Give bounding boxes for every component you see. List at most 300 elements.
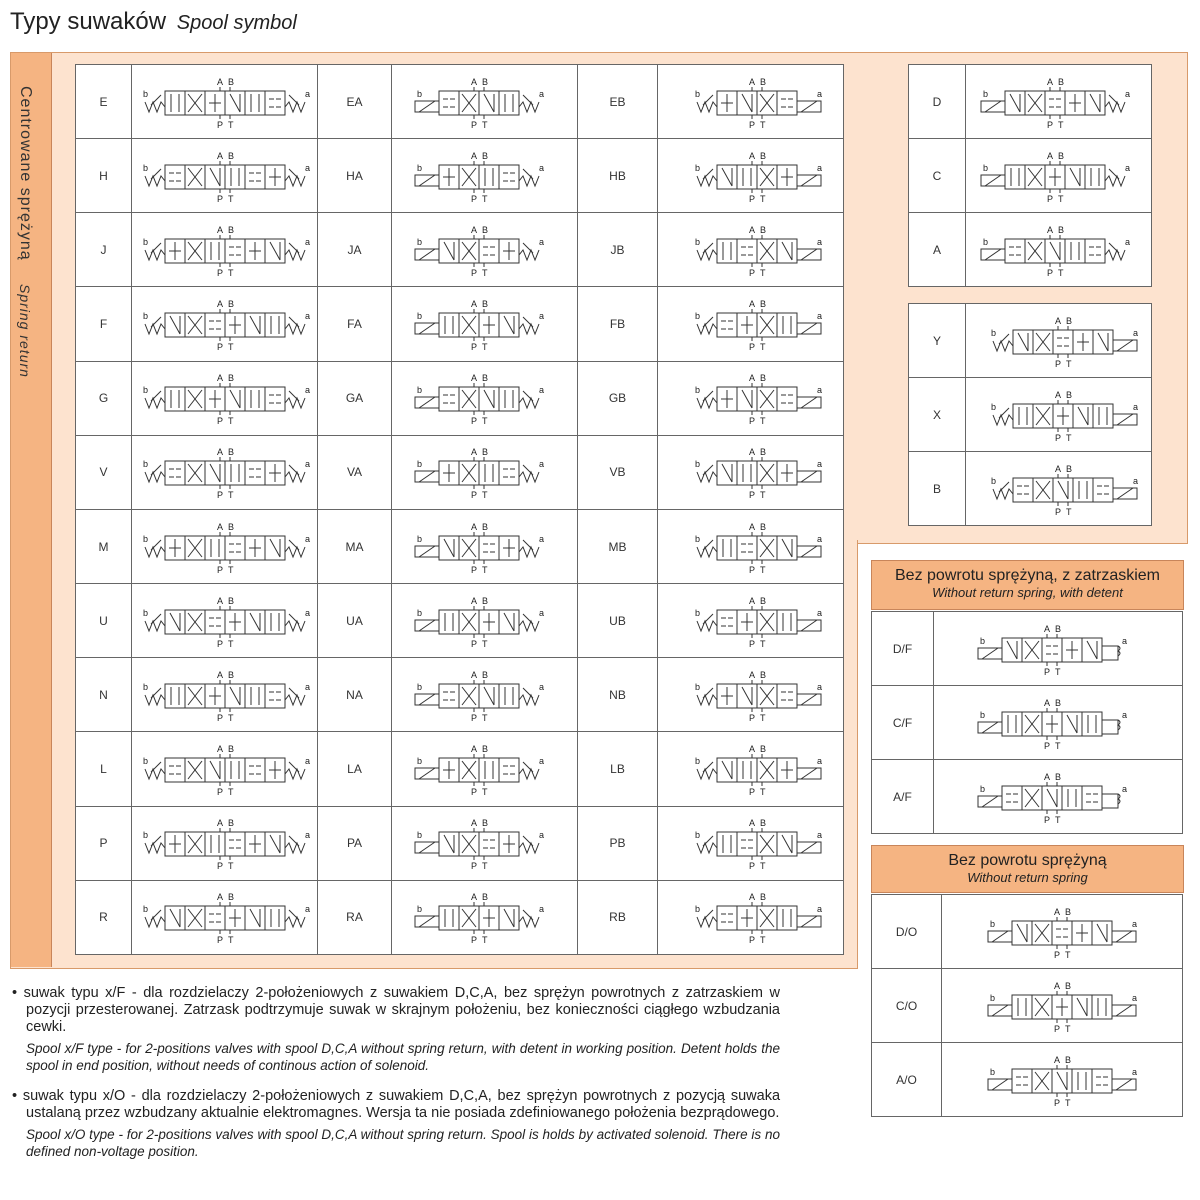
- spool-code: UA: [318, 584, 392, 658]
- svg-text:A: A: [1054, 1054, 1061, 1065]
- svg-text:a: a: [1132, 918, 1138, 929]
- svg-text:a: a: [816, 904, 822, 915]
- side-label-en: Spring return: [17, 284, 33, 379]
- svg-text:A: A: [216, 373, 223, 384]
- side-label: [16, 86, 34, 378]
- svg-text:a: a: [538, 236, 544, 247]
- svg-text:P: P: [1054, 506, 1061, 517]
- svg-text:A: A: [470, 892, 477, 903]
- side-label-pl: Centrowane sprężyną: [17, 86, 34, 261]
- svg-text:a: a: [304, 904, 310, 915]
- svg-text:P: P: [216, 935, 223, 946]
- svg-text:A: A: [216, 447, 223, 458]
- svg-text:A: A: [1054, 980, 1061, 991]
- svg-text:P: P: [748, 416, 755, 427]
- spool-code: D/O: [872, 895, 942, 969]
- spool-code: C/O: [872, 969, 942, 1043]
- svg-text:B: B: [227, 299, 234, 310]
- spool-code: C: [909, 139, 966, 213]
- spool-code: UB: [578, 584, 658, 658]
- spool-code: G: [76, 361, 132, 435]
- spool-grid-spring-return: [75, 64, 844, 955]
- svg-text:B: B: [759, 150, 766, 161]
- svg-text:b: b: [416, 830, 422, 841]
- svg-text:T: T: [227, 712, 233, 723]
- svg-text:P: P: [1054, 432, 1061, 443]
- svg-text:a: a: [304, 830, 310, 841]
- svg-text:a: a: [538, 607, 544, 618]
- svg-text:A: A: [748, 224, 755, 235]
- spool-row: [872, 612, 1183, 686]
- svg-text:A: A: [748, 595, 755, 606]
- svg-text:B: B: [759, 76, 766, 87]
- spool-symbol: [966, 213, 1152, 287]
- svg-text:P: P: [470, 119, 477, 130]
- spool-code: FB: [578, 287, 658, 361]
- svg-text:T: T: [759, 786, 765, 797]
- spool-code: F: [76, 287, 132, 361]
- svg-text:a: a: [1124, 88, 1130, 99]
- spool-symbol: [942, 969, 1183, 1043]
- svg-text:A: A: [748, 447, 755, 458]
- spool-code: NB: [578, 658, 658, 732]
- svg-text:B: B: [1055, 623, 1062, 634]
- spool-symbol: [966, 452, 1152, 526]
- svg-text:T: T: [227, 193, 233, 204]
- spool-symbol: [658, 65, 844, 139]
- svg-text:a: a: [304, 385, 310, 396]
- svg-text:A: A: [748, 669, 755, 680]
- spool-row: [76, 361, 844, 435]
- svg-text:b: b: [694, 904, 700, 915]
- spool-row: [872, 686, 1183, 760]
- svg-text:P: P: [470, 416, 477, 427]
- svg-text:P: P: [748, 638, 755, 649]
- svg-text:T: T: [227, 119, 233, 130]
- svg-text:a: a: [538, 830, 544, 841]
- svg-text:P: P: [748, 861, 755, 872]
- note-2-pl: • suwak typu x/O - dla rozdzielaczy 2-położeniowych z suwakiem D,C,A, bez sprężyn powrotnych z pozycją suwaka ustalaną przez wzbudzany aktualnie elektromagnes. Wersja ta nie posiada zdefiniowanego położenia bezprądowego.: [12, 1088, 781, 1121]
- spool-row: [76, 287, 844, 361]
- svg-text:A: A: [1054, 315, 1061, 326]
- svg-text:B: B: [1057, 150, 1064, 161]
- svg-text:B: B: [481, 595, 488, 606]
- svg-text:T: T: [759, 490, 765, 501]
- svg-text:b: b: [142, 533, 148, 544]
- svg-text:T: T: [1065, 432, 1071, 443]
- svg-text:b: b: [990, 1066, 996, 1077]
- spool-symbol: [132, 584, 318, 658]
- svg-text:b: b: [416, 607, 422, 618]
- svg-text:A: A: [748, 150, 755, 161]
- svg-text:A: A: [748, 892, 755, 903]
- svg-text:T: T: [227, 638, 233, 649]
- svg-text:A: A: [216, 224, 223, 235]
- svg-text:T: T: [481, 861, 487, 872]
- spool-grid-noreturn: [871, 894, 1183, 1117]
- svg-text:a: a: [1132, 327, 1138, 338]
- spool-row: [909, 213, 1152, 287]
- spool-code: HB: [578, 139, 658, 213]
- svg-text:T: T: [759, 193, 765, 204]
- svg-text:P: P: [216, 786, 223, 797]
- spool-symbol: [658, 287, 844, 361]
- svg-text:B: B: [1057, 76, 1064, 87]
- svg-text:P: P: [470, 564, 477, 575]
- svg-text:a: a: [1122, 635, 1128, 646]
- spool-code: C/F: [872, 686, 934, 760]
- svg-text:B: B: [481, 447, 488, 458]
- svg-text:A: A: [1044, 697, 1051, 708]
- detent-title: Bez powrotu sprężyną, z zatrzaskiem: [895, 567, 1160, 584]
- svg-text:A: A: [748, 373, 755, 384]
- svg-text:b: b: [990, 327, 996, 338]
- spool-symbol: [658, 509, 844, 583]
- svg-text:b: b: [142, 88, 148, 99]
- svg-text:B: B: [227, 76, 234, 87]
- spool-code: JB: [578, 213, 658, 287]
- spool-code: FA: [318, 287, 392, 361]
- svg-text:P: P: [470, 638, 477, 649]
- svg-text:A: A: [216, 892, 223, 903]
- svg-text:A: A: [470, 150, 477, 161]
- spool-symbol: [658, 806, 844, 880]
- svg-text:b: b: [142, 681, 148, 692]
- svg-text:b: b: [142, 162, 148, 173]
- svg-text:a: a: [1124, 236, 1130, 247]
- svg-text:T: T: [227, 861, 233, 872]
- svg-text:T: T: [1057, 119, 1063, 130]
- svg-text:b: b: [142, 607, 148, 618]
- svg-text:B: B: [759, 447, 766, 458]
- svg-text:T: T: [759, 564, 765, 575]
- spool-symbol: [392, 658, 578, 732]
- detent-header: [871, 560, 1184, 610]
- svg-text:A: A: [216, 669, 223, 680]
- spool-row: [872, 1043, 1183, 1117]
- spool-symbol: [392, 509, 578, 583]
- spool-grid-d-c-a: [908, 64, 1152, 287]
- svg-text:b: b: [694, 459, 700, 470]
- svg-text:b: b: [694, 533, 700, 544]
- title-main: Typy suwaków: [10, 8, 167, 35]
- svg-text:T: T: [759, 935, 765, 946]
- svg-text:a: a: [1132, 475, 1138, 486]
- svg-text:b: b: [694, 162, 700, 173]
- svg-text:T: T: [1065, 506, 1071, 517]
- svg-text:a: a: [816, 830, 822, 841]
- svg-text:a: a: [538, 533, 544, 544]
- svg-text:A: A: [470, 76, 477, 87]
- svg-text:A: A: [216, 818, 223, 829]
- svg-text:a: a: [816, 459, 822, 470]
- spool-code: MB: [578, 509, 658, 583]
- spool-code: D/F: [872, 612, 934, 686]
- svg-text:T: T: [481, 490, 487, 501]
- svg-text:a: a: [816, 533, 822, 544]
- svg-text:A: A: [470, 595, 477, 606]
- spool-row: [909, 65, 1152, 139]
- note-1-pl: • suwak typu x/F - dla rozdzielaczy 2-położeniowych z suwakiem D,C,A, bez sprężyn powrotnych z zatrzaskiem w pozycji przesterowanej. Zatrzask podtrzymuje suwak w skrajnym położeniu, bez konieczności ciągłego wzbudzania cewki.: [12, 985, 780, 1035]
- spool-symbol: [392, 213, 578, 287]
- svg-text:A: A: [216, 743, 223, 754]
- spool-code: J: [76, 213, 132, 287]
- svg-text:A: A: [216, 595, 223, 606]
- spool-row: [872, 760, 1183, 834]
- svg-text:B: B: [227, 150, 234, 161]
- svg-text:A: A: [1046, 150, 1053, 161]
- spool-code: M: [76, 509, 132, 583]
- spool-code: EA: [318, 65, 392, 139]
- svg-text:A: A: [470, 743, 477, 754]
- svg-text:b: b: [416, 385, 422, 396]
- svg-text:B: B: [759, 373, 766, 384]
- svg-text:b: b: [416, 162, 422, 173]
- svg-text:B: B: [481, 373, 488, 384]
- svg-text:P: P: [748, 342, 755, 353]
- svg-text:a: a: [816, 162, 822, 173]
- svg-text:b: b: [142, 385, 148, 396]
- spool-symbol: [658, 732, 844, 806]
- svg-text:B: B: [481, 892, 488, 903]
- svg-text:T: T: [481, 564, 487, 575]
- spool-code: E: [76, 65, 132, 139]
- spool-symbol: [934, 612, 1183, 686]
- spool-symbol: [392, 361, 578, 435]
- svg-text:A: A: [1054, 463, 1061, 474]
- svg-text:T: T: [1065, 949, 1071, 960]
- svg-text:P: P: [748, 193, 755, 204]
- spool-symbol: [132, 509, 318, 583]
- svg-text:P: P: [470, 193, 477, 204]
- svg-text:T: T: [227, 935, 233, 946]
- spool-row: [76, 139, 844, 213]
- svg-text:b: b: [990, 401, 996, 412]
- svg-text:b: b: [980, 635, 986, 646]
- svg-text:P: P: [1046, 267, 1053, 278]
- svg-text:b: b: [416, 904, 422, 915]
- svg-text:a: a: [816, 681, 822, 692]
- svg-text:b: b: [990, 992, 996, 1003]
- spool-symbol: [658, 435, 844, 509]
- svg-text:B: B: [1065, 906, 1072, 917]
- svg-text:T: T: [1055, 666, 1061, 677]
- spool-row: [76, 658, 844, 732]
- svg-text:a: a: [816, 755, 822, 766]
- svg-text:A: A: [748, 76, 755, 87]
- spool-code: P: [76, 806, 132, 880]
- noreturn-title: Bez powrotu sprężyną: [948, 852, 1107, 869]
- spool-row: [909, 304, 1152, 378]
- svg-text:T: T: [1055, 814, 1061, 825]
- svg-text:a: a: [1124, 162, 1130, 173]
- spool-code: GA: [318, 361, 392, 435]
- svg-text:A: A: [470, 299, 477, 310]
- svg-text:A: A: [748, 521, 755, 532]
- svg-text:P: P: [1046, 119, 1053, 130]
- spool-row: [909, 139, 1152, 213]
- svg-text:B: B: [227, 892, 234, 903]
- spool-row: [76, 880, 844, 954]
- svg-text:T: T: [227, 564, 233, 575]
- svg-text:b: b: [416, 681, 422, 692]
- svg-text:B: B: [1055, 771, 1062, 782]
- svg-text:A: A: [748, 299, 755, 310]
- spool-row: [76, 509, 844, 583]
- spool-code: B: [909, 452, 966, 526]
- spool-symbol: [658, 361, 844, 435]
- svg-text:a: a: [538, 385, 544, 396]
- svg-text:A: A: [1054, 389, 1061, 400]
- spool-grid-y-x-b: [908, 303, 1152, 526]
- svg-text:B: B: [1065, 463, 1072, 474]
- spool-symbol: [132, 287, 318, 361]
- note-2-pl-text: suwak typu x/O - dla rozdzielaczy 2-położeniowych z suwakiem D,C,A, bez sprężyn powrotnych z pozycją suwaka ustalaną przez wzbudzany aktualnie elektromagnes. Wersja ta nie posiada zdefiniowanego położenia bezprądowego.: [22, 1088, 781, 1121]
- svg-text:A: A: [470, 669, 477, 680]
- svg-text:P: P: [216, 712, 223, 723]
- svg-text:P: P: [470, 935, 477, 946]
- svg-text:b: b: [694, 88, 700, 99]
- spool-symbol: [966, 139, 1152, 213]
- svg-text:T: T: [759, 712, 765, 723]
- svg-text:P: P: [1044, 814, 1051, 825]
- svg-text:b: b: [416, 88, 422, 99]
- svg-text:a: a: [538, 755, 544, 766]
- svg-text:B: B: [759, 669, 766, 680]
- svg-text:T: T: [227, 490, 233, 501]
- svg-text:A: A: [470, 447, 477, 458]
- spool-code: D: [909, 65, 966, 139]
- svg-text:A: A: [470, 521, 477, 532]
- spool-code: RA: [318, 880, 392, 954]
- svg-text:b: b: [694, 236, 700, 247]
- svg-text:A: A: [748, 818, 755, 829]
- spool-code: U: [76, 584, 132, 658]
- svg-text:P: P: [216, 638, 223, 649]
- svg-text:a: a: [538, 459, 544, 470]
- note-1-en: Spool x/F type - for 2-positions valves with spool D,C,A without spring return, with detent in working position. Detent holds the spool in end position, without needs of continous action of solenoid.: [26, 1041, 780, 1073]
- svg-text:a: a: [304, 607, 310, 618]
- spool-code: H: [76, 139, 132, 213]
- svg-text:P: P: [748, 490, 755, 501]
- svg-text:B: B: [481, 521, 488, 532]
- svg-text:T: T: [481, 193, 487, 204]
- spool-symbol: [392, 584, 578, 658]
- svg-text:B: B: [1065, 980, 1072, 991]
- svg-text:P: P: [748, 786, 755, 797]
- note-1-pl-text: suwak typu x/F - dla rozdzielaczy 2-położeniowych z suwakiem D,C,A, bez sprężyn powrotnych z zatrzaskiem w pozycji przesterowanej. Zatrzask podtrzymuje suwak w skrajnym położeniu, bez konieczności ciągłego wzbudzania cewki.: [23, 985, 780, 1035]
- spool-symbol: [132, 880, 318, 954]
- svg-text:b: b: [982, 236, 988, 247]
- spool-symbol: [132, 732, 318, 806]
- svg-text:a: a: [1122, 709, 1128, 720]
- svg-text:B: B: [759, 224, 766, 235]
- svg-text:P: P: [1054, 949, 1061, 960]
- spool-row: [76, 435, 844, 509]
- spool-code: VA: [318, 435, 392, 509]
- svg-text:T: T: [1065, 1023, 1071, 1034]
- noreturn-header: [871, 845, 1184, 893]
- svg-text:B: B: [759, 595, 766, 606]
- svg-text:P: P: [748, 564, 755, 575]
- svg-text:b: b: [694, 385, 700, 396]
- svg-text:b: b: [142, 904, 148, 915]
- svg-text:P: P: [1054, 1023, 1061, 1034]
- svg-text:T: T: [1055, 740, 1061, 751]
- svg-text:P: P: [470, 861, 477, 872]
- spool-code: HA: [318, 139, 392, 213]
- spool-code: VB: [578, 435, 658, 509]
- svg-text:a: a: [816, 88, 822, 99]
- svg-text:b: b: [694, 830, 700, 841]
- svg-text:b: b: [142, 459, 148, 470]
- svg-text:a: a: [304, 88, 310, 99]
- svg-text:T: T: [481, 786, 487, 797]
- svg-text:b: b: [694, 607, 700, 618]
- svg-text:a: a: [304, 755, 310, 766]
- svg-text:P: P: [216, 267, 223, 278]
- svg-text:b: b: [142, 755, 148, 766]
- svg-text:P: P: [1054, 1097, 1061, 1108]
- svg-text:B: B: [227, 595, 234, 606]
- spool-row: [76, 584, 844, 658]
- svg-text:a: a: [816, 607, 822, 618]
- spool-code: NA: [318, 658, 392, 732]
- svg-text:a: a: [1132, 1066, 1138, 1077]
- spool-symbol: [942, 895, 1183, 969]
- spool-symbol: [392, 880, 578, 954]
- spool-code: JA: [318, 213, 392, 287]
- svg-text:T: T: [227, 416, 233, 427]
- svg-text:A: A: [470, 818, 477, 829]
- svg-text:B: B: [481, 818, 488, 829]
- svg-text:P: P: [470, 712, 477, 723]
- svg-text:T: T: [1065, 358, 1071, 369]
- svg-text:a: a: [538, 311, 544, 322]
- svg-text:a: a: [816, 311, 822, 322]
- svg-text:a: a: [304, 459, 310, 470]
- spool-symbol: [966, 378, 1152, 452]
- spool-code: GB: [578, 361, 658, 435]
- spool-code: R: [76, 880, 132, 954]
- spool-symbol: [392, 435, 578, 509]
- spool-symbol: [132, 139, 318, 213]
- svg-text:P: P: [216, 564, 223, 575]
- svg-text:a: a: [538, 904, 544, 915]
- spool-symbol: [966, 304, 1152, 378]
- svg-text:T: T: [759, 416, 765, 427]
- page-title: [10, 8, 297, 36]
- spool-symbol: [658, 139, 844, 213]
- svg-text:P: P: [216, 861, 223, 872]
- svg-text:T: T: [481, 119, 487, 130]
- svg-text:P: P: [470, 786, 477, 797]
- spool-grid-detent: [871, 611, 1183, 834]
- svg-text:b: b: [980, 709, 986, 720]
- svg-text:P: P: [748, 712, 755, 723]
- svg-text:B: B: [759, 521, 766, 532]
- spool-row: [909, 452, 1152, 526]
- svg-text:a: a: [816, 236, 822, 247]
- svg-text:a: a: [304, 533, 310, 544]
- svg-text:A: A: [1044, 771, 1051, 782]
- svg-text:a: a: [304, 236, 310, 247]
- spool-code: X: [909, 378, 966, 452]
- svg-text:B: B: [227, 669, 234, 680]
- spool-symbol: [658, 880, 844, 954]
- svg-text:B: B: [1057, 224, 1064, 235]
- svg-text:B: B: [227, 447, 234, 458]
